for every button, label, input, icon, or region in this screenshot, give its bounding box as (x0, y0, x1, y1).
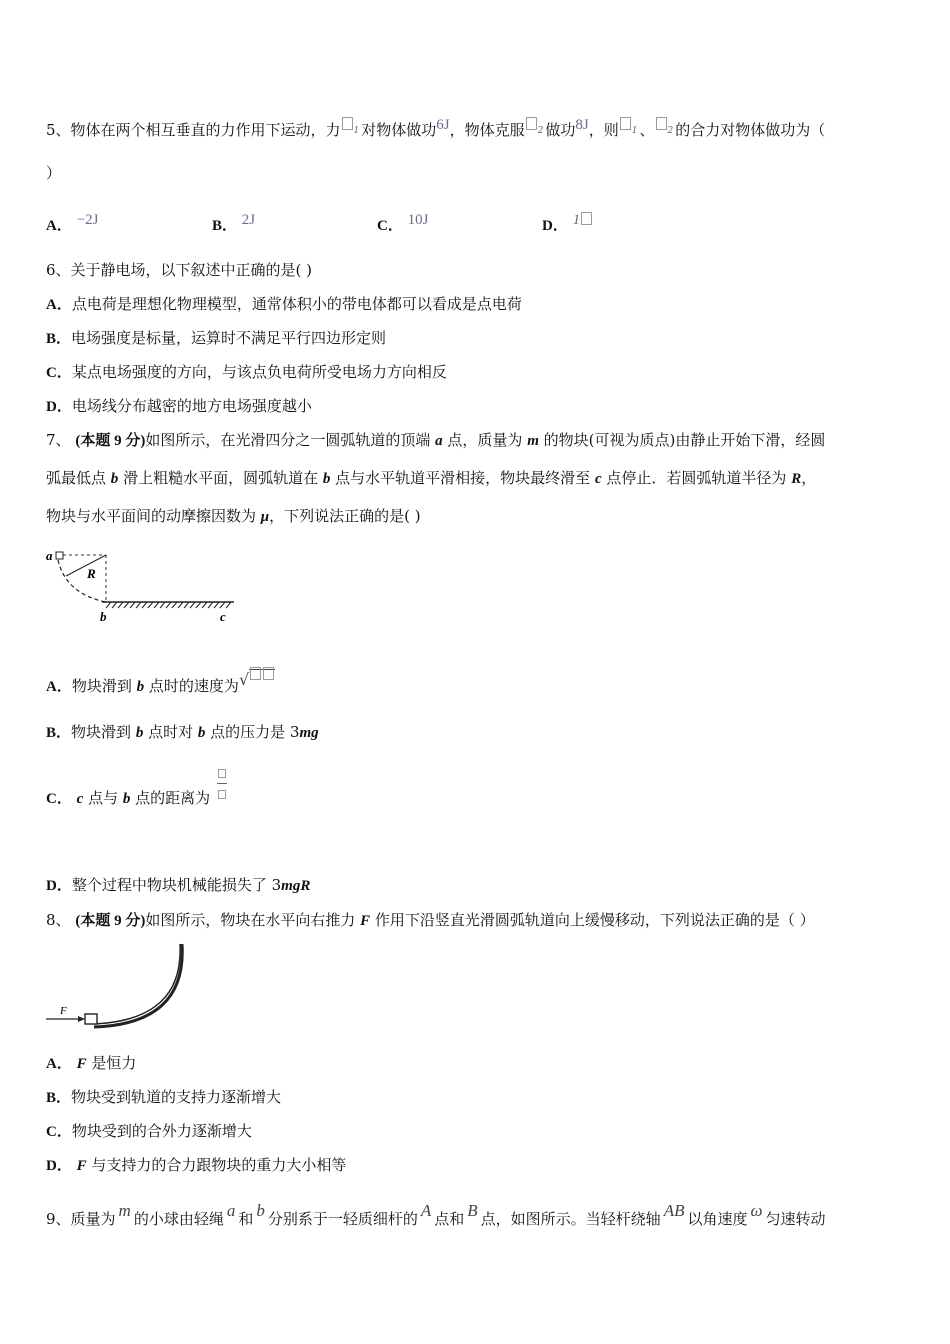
q7-option-c: C． c 点与 b 点的距离为 (46, 789, 211, 807)
label-c: c (220, 609, 226, 624)
q6-stem: 6、关于静电场，以下叙述中正确的是( ) (46, 261, 313, 279)
placeholder-glyph (526, 117, 537, 130)
q8-option-b: B．物块受到轨道的支持力逐渐增大 (46, 1088, 282, 1106)
placeholder-glyph (263, 667, 274, 680)
q5-option-b: B． 2J (212, 212, 256, 234)
q8-option-a: A． F 是恒力 (46, 1054, 137, 1072)
force-arrowhead (78, 1016, 85, 1022)
q8-option-c: C．物块受到的合外力逐渐增大 (46, 1122, 252, 1140)
q7-option-d: D．整个过程中物块机械能损失了 3mgR (46, 876, 311, 894)
q6-option-c: C．某点电场强度的方向，与该点负电荷所受电场力方向相反 (46, 363, 447, 381)
q7-stem-line2: 弧最低点 b 滑上粗糙水平面，圆弧轨道在 b 点与水平轨道平滑相接，物块最终滑至 c 点停止．若圆弧轨道半径为 R， (46, 469, 817, 487)
q7-arc-track-figure (44, 546, 244, 626)
placeholder-glyph (620, 117, 631, 130)
label-F: F (60, 1005, 67, 1017)
placeholder-glyph (218, 769, 226, 778)
q5-stem-line1: 5、物体在两个相互垂直的力作用下运动，力 $^1$ 对物体做功6J，物体克服 $^2$ 做功8J，则 $^1$ 、 $^2$ 的合力对物体做功为（ (46, 117, 826, 139)
placeholder-glyph (656, 117, 667, 130)
q9-stem: 9、质量为 m 的小球由轻绳 a 和 b 分别系于一轻质细杆的 A 点和 B 点，如图所示。当轻杆绕轴 AB 以角速度 ω 匀速转动 (46, 1201, 826, 1228)
label-R: R (87, 566, 96, 581)
arc-outer-shading (94, 944, 182, 1027)
q5-stem-line2: ） (46, 164, 62, 182)
q7-stem-line1: 7、 (本题 9 分)如图所示，在光滑四分之一圆弧轨道的顶端 a 点，质量为 m 的物块(可视为质点)由静止开始下滑，经圆 (46, 431, 826, 449)
placeholder-glyph (250, 667, 261, 680)
label-b: b (100, 609, 107, 624)
q8-option-d: D． F 与支持力的合力跟物块的重力大小相等 (46, 1156, 347, 1174)
q6-option-a: A．点电荷是理想化物理模型，通常体积小的带电体都可以看成是点电荷 (46, 295, 522, 313)
block-shape (85, 1014, 97, 1024)
arc-inner (94, 944, 180, 1024)
q5-option-c: C． 10J (377, 212, 429, 234)
block-shape (56, 552, 63, 559)
q7-stem-line3: 物块与水平面间的动摩擦因数为 μ，下列说法正确的是( ) (46, 507, 421, 525)
q6-option-d: D．电场线分布越密的地方电场强度越小 (46, 397, 312, 415)
label-a: a (46, 548, 53, 563)
work-value-1: 6J (436, 117, 450, 133)
radius-arrow (66, 555, 106, 576)
q7-option-b: B．物块滑到 b 点时对 b 点的压力是 3mg (46, 723, 319, 741)
q5-option-a: A． −2J (46, 212, 99, 234)
fraction-placeholder (217, 764, 227, 803)
ground-hatch (106, 602, 231, 608)
q7-option-a: A．物块滑到 b 点时的速度为√ (46, 667, 275, 697)
placeholder-glyph (218, 790, 226, 799)
arc-track (58, 560, 106, 602)
placeholder-glyph (342, 117, 353, 130)
q5-option-d: D． 1 (542, 210, 593, 236)
work-value-2: 8J (575, 117, 589, 133)
placeholder-glyph (581, 212, 592, 225)
q8-stem: 8、 (本题 9 分)如图所示，物块在水平向右推力 F 作用下沿竖直光滑圆弧轨道向上缓慢移动，下列说法正确的是（ ） (46, 911, 815, 929)
q8-arc-figure (44, 938, 194, 1030)
q6-option-b: B．电场强度是标量，运算时不满足平行四边形定则 (46, 329, 387, 347)
